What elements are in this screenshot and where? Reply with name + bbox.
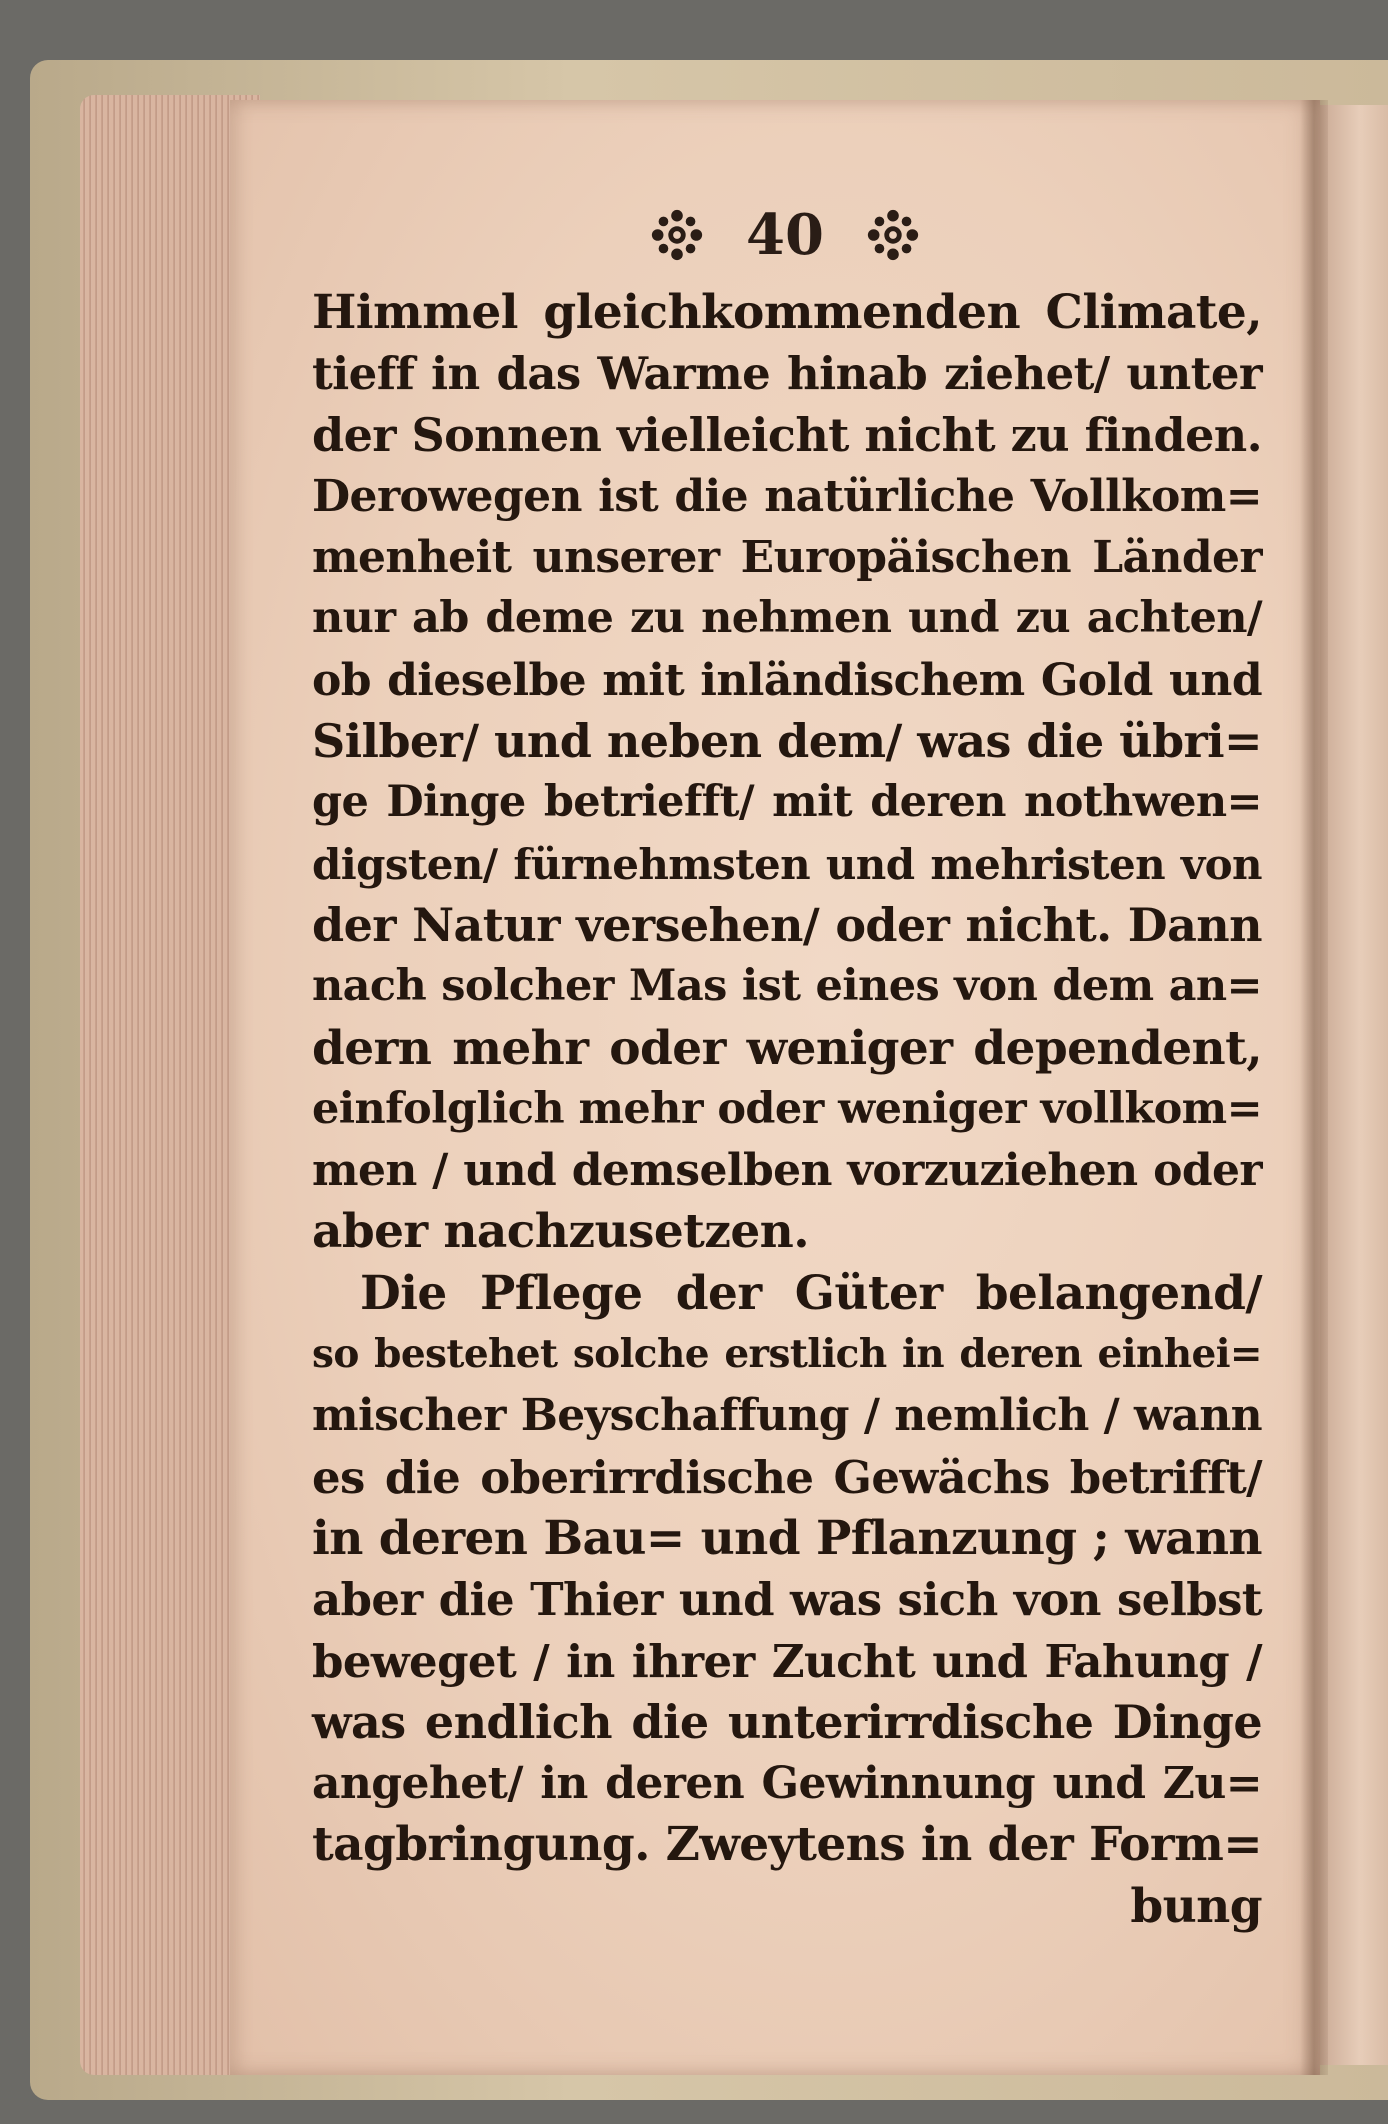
page-gutter: [1300, 100, 1328, 2075]
text-line: was endlich die unterirrdische Dinge: [312, 1694, 1262, 1749]
text-line: digsten/ fürnehmsten und mehristen von: [312, 839, 1262, 889]
text-line: ge Dinge betriefft/ mit deren nothwen=: [312, 777, 1262, 828]
text-line: nur ab deme zu nehmen und zu achten/: [312, 593, 1262, 644]
text-line: angehet/ in deren Gewinnung und Zu=: [312, 1758, 1262, 1810]
text-line: beweget / in ihrer Zucht und Fahung /: [312, 1634, 1262, 1688]
body-text: [312, 282, 1262, 1937]
text-line: mischer Beyschaffung / nemlich / wann: [312, 1390, 1262, 1442]
text-line: so bestehet solche erstlich in deren einhei=: [312, 1331, 1262, 1378]
text-line: der Sonnen vielleicht nicht zu finden.: [312, 407, 1262, 462]
text-line: dern mehr oder weniger dependent,: [312, 1020, 1262, 1076]
text-line: tagbringung. Zweytens in der Form=: [312, 1817, 1262, 1873]
facing-page-edge: [1318, 105, 1388, 2065]
floral-ornament-icon: [648, 206, 706, 264]
catchword: bung: [1130, 1878, 1262, 1934]
text-line: aber die Thier und was sich von selbst: [312, 1573, 1262, 1627]
text-line: einfolglich mehr oder weniger vollkom=: [312, 1083, 1262, 1134]
text-line: ob dieselbe mit inländischem Gold und: [312, 654, 1262, 706]
text-line: es die oberirrdische Gewächs betrifft/: [312, 1450, 1262, 1504]
text-line: Himmel gleichkommenden Climate,: [312, 285, 1262, 340]
text-line: menheit unserer Europäischen Länder: [312, 532, 1262, 584]
text-line: der Natur versehen/ oder nicht. Dann: [312, 897, 1262, 952]
floral-ornament-icon: [864, 206, 922, 264]
page-number: 40: [746, 202, 824, 268]
text-line: in deren Bau= und Pflanzung ; wann: [312, 1510, 1262, 1566]
text-line: nach solcher Mas ist eines von dem an=: [312, 961, 1262, 1012]
text-line: aber nachzusetzen.: [312, 1204, 810, 1260]
text-line: Silber/ und neben dem/ was die übri=: [312, 714, 1262, 769]
text-line: tieff in das Warme hinab ziehet/ unter: [312, 347, 1262, 401]
text-line: Derowegen ist die natürliche Vollkom=: [312, 470, 1262, 522]
text-line: Die Pflege der Güter belangend/: [360, 1265, 1262, 1321]
page-header: [620, 200, 950, 270]
text-line: men / und demselben vorzuziehen oder: [312, 1145, 1262, 1197]
